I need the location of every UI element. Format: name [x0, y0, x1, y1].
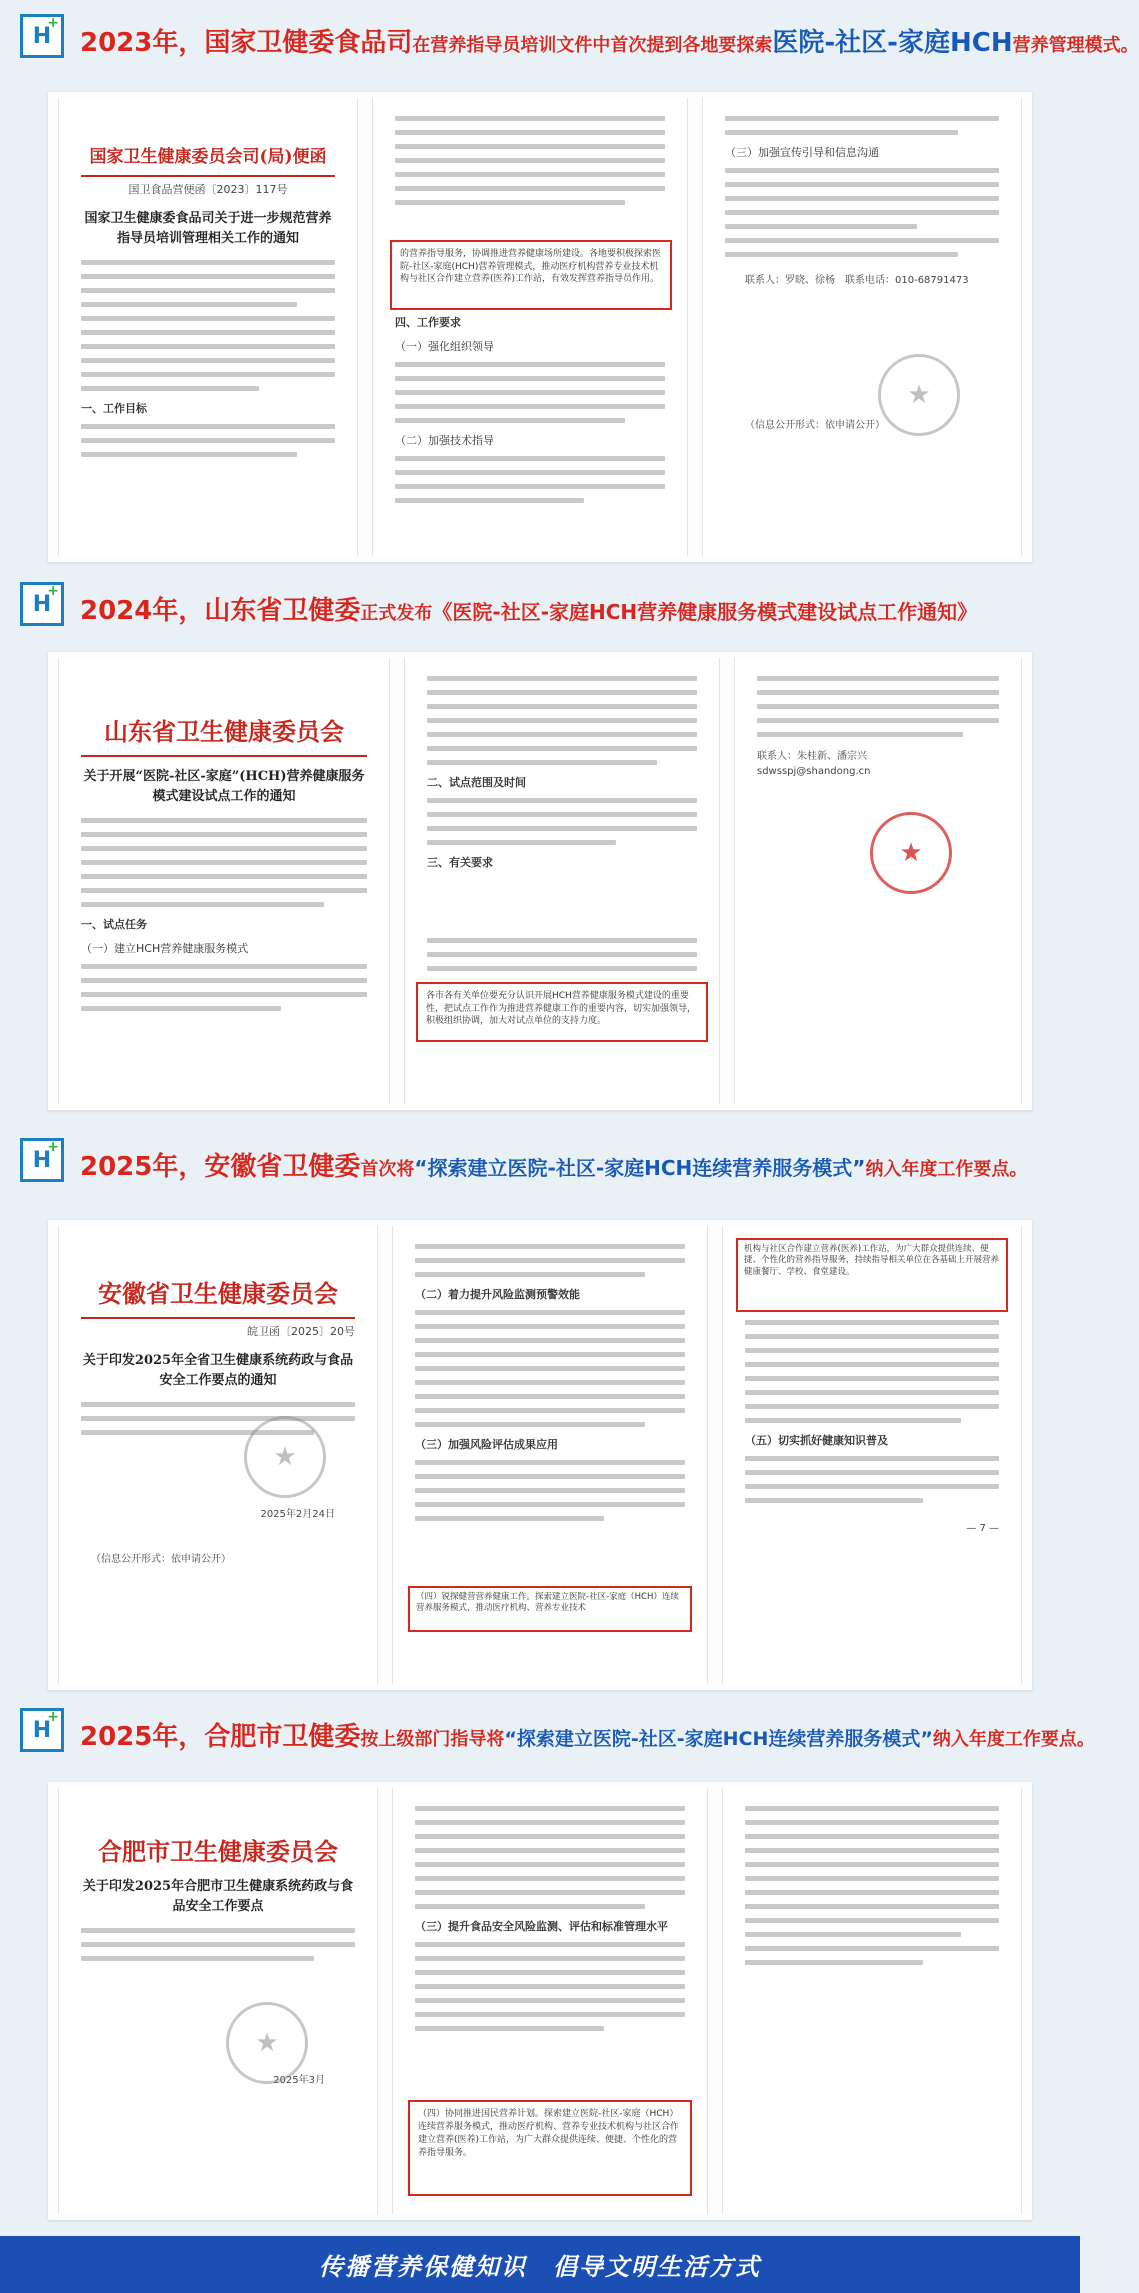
- contact-info: 联系人：罗晓、徐杨 联系电话：010-68791473: [745, 275, 969, 286]
- section-title: 2024年，山东省卫健委正式发布《医院-社区-家庭HCH营养健康服务模式建设试点工作通知》: [80, 596, 978, 626]
- section-subhead: 四、工作要求: [395, 316, 461, 329]
- section-header: [0, 1124, 1080, 1204]
- logo-icon: H +: [20, 14, 64, 58]
- logo-icon: H +: [20, 1708, 64, 1752]
- doc-page-3: [702, 98, 1022, 556]
- doc-number: 皖卫函〔2025〕20号: [247, 1325, 355, 1338]
- divider: [81, 755, 367, 757]
- doc-page-1: [58, 1788, 378, 2214]
- doc-header: 合肥市卫生健康委员会: [98, 1837, 338, 1866]
- official-seal: ★: [244, 1416, 326, 1498]
- section-header: [0, 568, 1080, 648]
- section-title: 2023年，国家卫健委食品司在营养指导员培训文件中首次提到各地要探索医院-社区-家庭HCH营养管理模式。: [80, 28, 1139, 58]
- document-panel: [48, 1220, 1032, 1690]
- divider: [81, 1317, 355, 1319]
- section-subhead: 三、有关要求: [427, 856, 493, 869]
- section-header: [0, 0, 1139, 80]
- document-panel: [48, 652, 1032, 1110]
- doc-date: 2025年2月24日: [260, 1509, 335, 1520]
- document-panel: [48, 1782, 1032, 2220]
- section-subhead: （五）切实抓好健康知识普及: [745, 1434, 888, 1447]
- section-2023: [0, 0, 1139, 560]
- section-2025-anhui: [0, 1124, 1080, 1684]
- section-2024-shandong: [0, 568, 1080, 1128]
- disclosure-note: （信息公开形式：依申请公开）: [745, 420, 885, 431]
- disclosure-note: （信息公开形式：依申请公开）: [91, 1554, 231, 1565]
- contact-email: sdwsspj@shandong.cn: [757, 766, 871, 777]
- section-subhead: （一）强化组织领导: [395, 340, 494, 353]
- section-header: [0, 1694, 1095, 1774]
- page-number: — 7 —: [966, 1523, 999, 1534]
- doc-page-2: [372, 98, 688, 556]
- document-panel: [48, 92, 1032, 562]
- doc-title: 关于印发2025年合肥市卫生健康系统药政与食品安全工作要点: [82, 1879, 354, 1914]
- doc-page-1: [58, 1226, 378, 1684]
- doc-page-3: [734, 658, 1022, 1104]
- divider: [81, 175, 335, 177]
- official-seal: ★: [870, 812, 952, 894]
- section-subhead: （一）建立HCH营养健康服务模式: [81, 942, 249, 955]
- section-subhead: （三）加强宣传引导和信息沟通: [725, 146, 879, 159]
- highlight-box: 各市各有关单位要充分认识开展HCH营养健康服务模式建设的重要性，把试点工作作为推进营养健康工作的重要内容，切实加强领导，积极组织协调，加大对试点单位的支持力度。: [416, 982, 708, 1042]
- official-seal: ★: [226, 2002, 308, 2084]
- highlight-box: （四）锐探健营营养健康工作。探索建立医院-社区-家庭（HCH）连续营养服务模式，推动医疗机构、营养专业技术: [408, 1586, 692, 1632]
- doc-title: 关于开展“医院-社区-家庭”(HCH)营养健康服务模式建设试点工作的通知: [83, 769, 365, 804]
- doc-date: 2025年3月: [273, 2075, 325, 2086]
- doc-title: 关于印发2025年全省卫生健康系统药政与食品安全工作要点的通知: [82, 1353, 354, 1388]
- section-title: 2025年，合肥市卫健委按上级部门指导将“探索建立医院-社区-家庭HCH连续营养服务模式”纳入年度工作要点。: [80, 1722, 1095, 1752]
- doc-title: 国家卫生健康委食品司关于进一步规范营养指导员培训管理相关工作的通知: [84, 211, 332, 246]
- contact-info: 联系人：朱桂新、潘宗兴: [757, 751, 867, 762]
- doc-header: 山东省卫生健康委员会: [104, 717, 344, 746]
- section-subhead: （三）加强风险评估成果应用: [415, 1438, 558, 1451]
- section-subhead: 一、试点任务: [81, 918, 147, 931]
- official-seal: ★: [878, 354, 960, 436]
- section-2025-hefei: [0, 1694, 1095, 2234]
- doc-number: 国卫食品营便函〔2023〕117号: [128, 183, 288, 196]
- section-subhead: （二）加强技术指导: [395, 434, 494, 447]
- logo-icon: H +: [20, 582, 64, 626]
- doc-header: 安徽省卫生健康委员会: [98, 1279, 338, 1308]
- section-subhead: （二）着力提升风险监测预警效能: [415, 1288, 580, 1301]
- doc-page-1: [58, 98, 358, 556]
- highlight-box: 的营养指导服务，协调推进营养健康场所建设。各地要积极探索医院-社区-家庭(HCH)营养管理模式，推动医疗机构营养专业技术机构与社区合作建立营养(医养)工作站，有效发挥营养指导员作用。: [390, 240, 672, 310]
- logo-icon: H +: [20, 1138, 64, 1182]
- section-subhead: （三）提升食品安全风险监测、评估和标准管理水平: [415, 1920, 668, 1933]
- doc-page-3: [722, 1788, 1022, 2214]
- section-subhead: 一、工作目标: [81, 402, 147, 415]
- highlight-box: （四）协同推进国民营养计划。探索建立医院-社区-家庭（HCH）连续营养服务模式，推动医疗机构、营养专业技术机构与社区合作建立营养(医养)工作站，为广大群众提供连续、便捷、个性化的营养指导服务。: [408, 2100, 692, 2196]
- section-title: 2025年，安徽省卫健委首次将“探索建立医院-社区-家庭HCH连续营养服务模式”纳入年度工作要点。: [80, 1152, 1028, 1182]
- doc-header: 国家卫生健康委员会司(局)便函: [89, 147, 327, 167]
- highlight-box: 机构与社区合作建立营养(医养)工作站，为广大群众提供连续、便捷、个性化的营养指导服务，持续指导相关单位在各基础上开展营养健康餐厅、学校、食堂建设。: [736, 1238, 1008, 1312]
- section-subhead: 二、试点范围及时间: [427, 776, 526, 789]
- footer-slogan: 传播营养保健知识 倡导文明生活方式: [0, 2236, 1080, 2293]
- doc-page-1: [58, 658, 390, 1104]
